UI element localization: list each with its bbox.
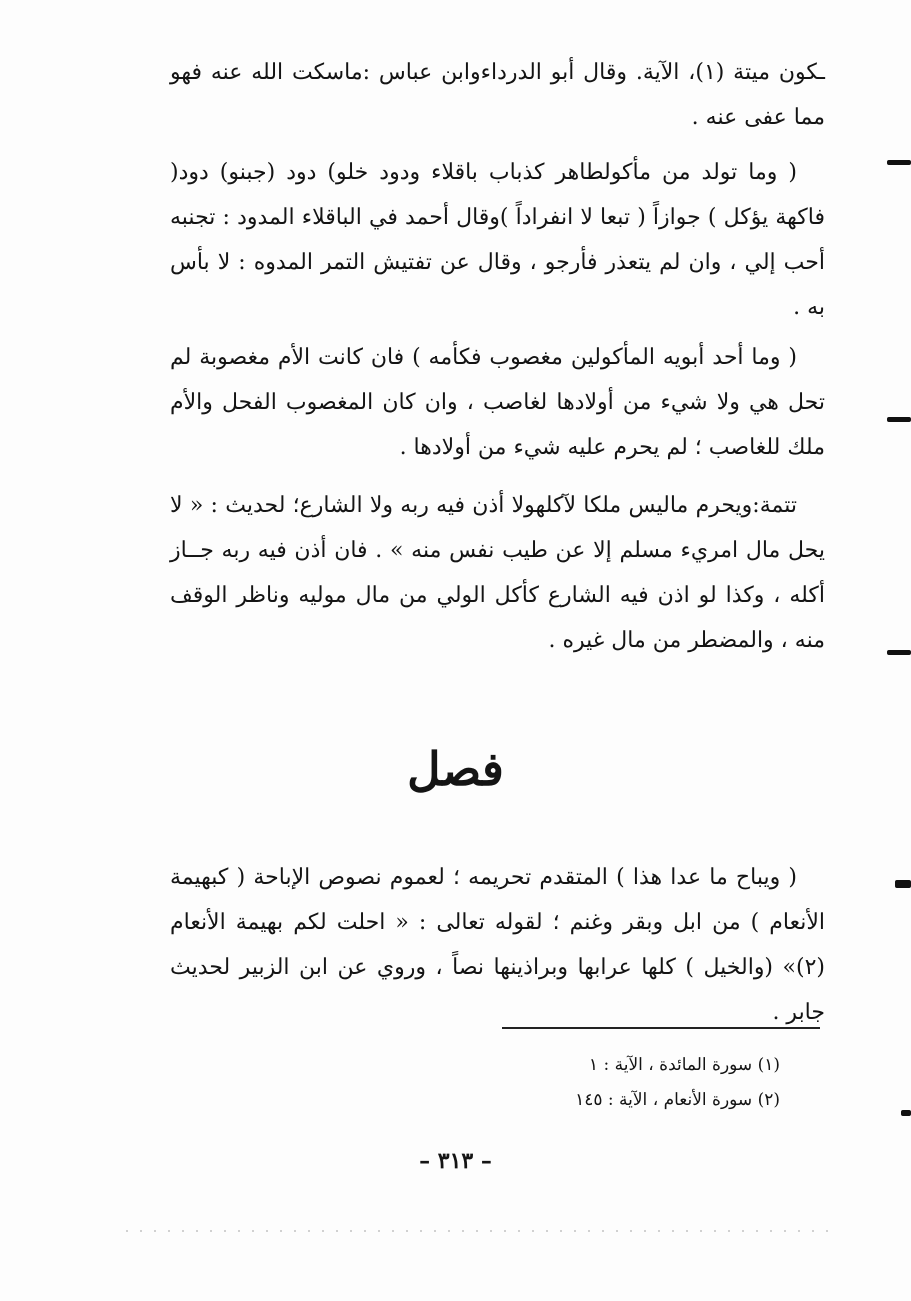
- scan-edge-mark: [895, 880, 911, 888]
- paragraph-text: تتمة:ويحرم ماليس ملكا لآكلهولا أذن فيه ربه ولا الشارع؛ لحديث : « لا يحل مال امريء مسلم إلا عن طيب نفس منه » . فان أذن فيه ربه جــاز أكله ، وكذا لو اذن فيه الشارع كأكل الولي من مال موليه وناظر الوقف منه ، والمضطر من مال غيره .: [170, 493, 825, 653]
- paragraph-2: [170, 150, 825, 330]
- paragraph-3: [170, 335, 825, 470]
- page-number: – ٣١٣ –: [419, 1148, 492, 1174]
- paragraph-5: [170, 855, 825, 1035]
- paragraph-text: ( ويباح ما عدا هذا ) المتقدم تحريمه ؛ لعموم نصوص الإباحة ( كبهيمة الأنعام ) من ابل وبقر وغنم ؛ لقوله تعالى : « احلت لكم بهيمة الأنعام (٢)» (والخيل ) كلها عرابها وبراذينها نصاً ، وروي عن ابن الزبير لحديث جابر .: [170, 865, 825, 1025]
- scan-edge-mark: [901, 1110, 911, 1116]
- paragraph-1: [170, 50, 825, 140]
- paragraph-text: ( وما أحد أبويه المأكولين مغصوب فكأمه ) فان كانت الأم مغصوبة لم تحل هي ولا شيء من أولادها لغاصب ، وان كان المغصوب الفحل والأم ملك للغاصب ؛ لم يحرم عليه شيء من أولادها .: [170, 345, 825, 460]
- footnote-1: (١) سورة المائدة ، الآية : ١: [588, 1055, 780, 1075]
- scan-edge-mark: [887, 160, 911, 165]
- paragraph-4: [170, 483, 825, 663]
- footnotes: [480, 1048, 780, 1118]
- paragraph-text: ـكون ميتة (١)، الآية. وقال أبو الدرداءوابن عباس :ماسكت الله عنه فهو مما عفى عنه .: [170, 60, 825, 130]
- scan-noise: [120, 1230, 840, 1232]
- paragraph-text: ( وما تولد من مأكولطاهر كذباب باقلاء ودود خلو) دود (جبنو) دود( فاكهة يؤكل ) جوازاً ( تبعا لا انفراداً )وقال أحمد في الباقلاء المدود : تجنبه أحب إلي ، وان لم يتعذر فأرجو ، وقال عن تفتيش التمر المدوه : لا بأس به .: [170, 160, 825, 320]
- scan-edge-mark: [887, 417, 911, 422]
- footnote-2: (٢) سورة الأنعام ، الآية : ١٤٥: [575, 1090, 780, 1110]
- scan-edge-mark: [887, 650, 911, 655]
- footnote-divider: [502, 1027, 820, 1029]
- section-heading: فصل: [407, 742, 504, 796]
